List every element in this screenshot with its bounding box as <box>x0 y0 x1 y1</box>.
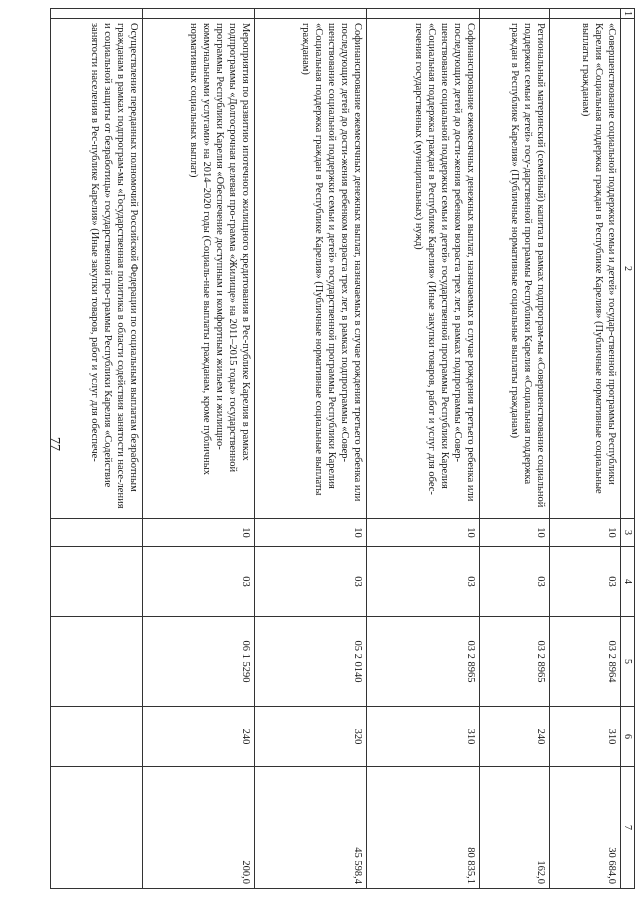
cell-c3: 10 <box>550 519 621 547</box>
cell-c6: 310 <box>367 707 479 767</box>
header-cell: 4 <box>621 547 635 617</box>
cell-c5: 06 1 5290 <box>142 617 254 707</box>
cell-c5: 03 2 8964 <box>550 617 621 707</box>
cell-c6: 310 <box>550 707 621 767</box>
cell-c3: 10 <box>254 519 366 547</box>
cell-c6 <box>51 707 143 767</box>
cell-c4: 03 <box>142 547 254 617</box>
cell-c3 <box>51 519 143 547</box>
header-cell: 5 <box>621 617 635 707</box>
cell-index <box>254 9 366 19</box>
header-row <box>621 9 635 889</box>
cell-desc: Софинансирование ежемесячных денежных выплат, назначаемых в случае рождения третьего ребенка или последующих детей до дости-жения ребенком возраста трех лет, в рамках подпрограммы «Совер-шенствование социальной поддержки семьи и детей» государственной программы Республики Карелия «Социальная поддержка граждан в Республике Карелия» (Публичные нормативные социальные выплаты гражданам) <box>254 19 366 519</box>
table-row <box>254 9 366 889</box>
table-row <box>367 9 479 889</box>
cell-c7: 45 598,4 <box>254 767 366 889</box>
cell-c4: 03 <box>367 547 479 617</box>
cell-index <box>550 9 621 19</box>
table-row <box>142 9 254 889</box>
cell-c3: 10 <box>479 519 550 547</box>
cell-c5: 03 2 8965 <box>367 617 479 707</box>
table-row <box>479 9 550 889</box>
cell-c6: 240 <box>479 707 550 767</box>
cell-desc: Региональный материнский (семейный) капитал в рамках подпрограм-мы «Совершенствование социальной поддержки семьи и детей» госу-дарственной программы Республики Карелия «Социальная поддержка граждан в Республике Карелия» (Публичные нормативные социальные выплаты гражданам) <box>479 19 550 519</box>
cell-index <box>479 9 550 19</box>
header-cell: 6 <box>621 707 635 767</box>
header-cell: 7 <box>621 767 635 889</box>
cell-index <box>142 9 254 19</box>
cell-c7: 200,0 <box>142 767 254 889</box>
cell-c7: 162,0 <box>479 767 550 889</box>
cell-c7 <box>51 767 143 889</box>
cell-c3: 10 <box>142 519 254 547</box>
cell-c6: 320 <box>254 707 366 767</box>
rotated-table-wrapper <box>50 8 635 888</box>
cell-c5 <box>51 617 143 707</box>
page-number: 77 <box>47 437 62 451</box>
cell-c6: 240 <box>142 707 254 767</box>
table-row <box>550 9 621 889</box>
cell-c7: 80 835,1 <box>367 767 479 889</box>
header-cell: 2 <box>621 19 635 519</box>
cell-index <box>51 9 143 19</box>
cell-desc: Софинансирование ежемесячных денежных выплат, назначаемых в случае рождения третьего ребенка или последующих детей до дости-жения ребенком возраста трех лет, в рамках подпрограммы «Совер-шенствование социальной поддержки семьи и детей» государственной программы Республики Карелия «Социальная поддержка граждан в Республике Карелия» (Иные закупки товаров, работ и услуг для обес-печения государственных (муниципальных) нужд) <box>367 19 479 519</box>
budget-table <box>50 8 635 889</box>
cell-index <box>367 9 479 19</box>
cell-desc: Мероприятия по развитию ипотечного жилищного кредитования в Рес-публике Карелия в рамках подпрограммы «Долгосрочная целевая про-грамма «Жилище» на 2011–2015 годы» государственной программы Республики Карелия «Обеспечение доступным и комфортным жильем и жилищно-коммунальными услугами» на 2014–2020 годы (Социаль-ные выплаты гражданам, кроме публичных нормативных социальных выплат) <box>142 19 254 519</box>
table-row <box>51 9 143 889</box>
cell-c5: 05 2 0140 <box>254 617 366 707</box>
cell-c5: 03 2 8965 <box>479 617 550 707</box>
cell-c4: 03 <box>254 547 366 617</box>
cell-desc: «Совершенствование социальной поддержки семьи и детей» государ-ственной программы Республики Карелия «Социальная поддержка граждан в Республике Карелия» (Публичные нормативные социальные выплаты гражданам) <box>550 19 621 519</box>
cell-c4: 03 <box>550 547 621 617</box>
cell-c3: 10 <box>367 519 479 547</box>
cell-c7: 30 684,0 <box>550 767 621 889</box>
header-cell: 1 <box>621 9 635 19</box>
cell-c4: 03 <box>479 547 550 617</box>
cell-desc: Осуществление переданных полномочий Российской Федерации по социальным выплатам безработным гражданам в рамках подпрограм-мы «Государственная политика в области содействия занятости насе-ления и социальной защиты от безработицы» государственной про-граммы Республики Карелия «Содействие занятости населения в Рес-публике Карелия» (Иные закупки товаров, работ и услуг для обеспече- <box>51 19 143 519</box>
cell-c4 <box>51 547 143 617</box>
header-cell: 3 <box>621 519 635 547</box>
